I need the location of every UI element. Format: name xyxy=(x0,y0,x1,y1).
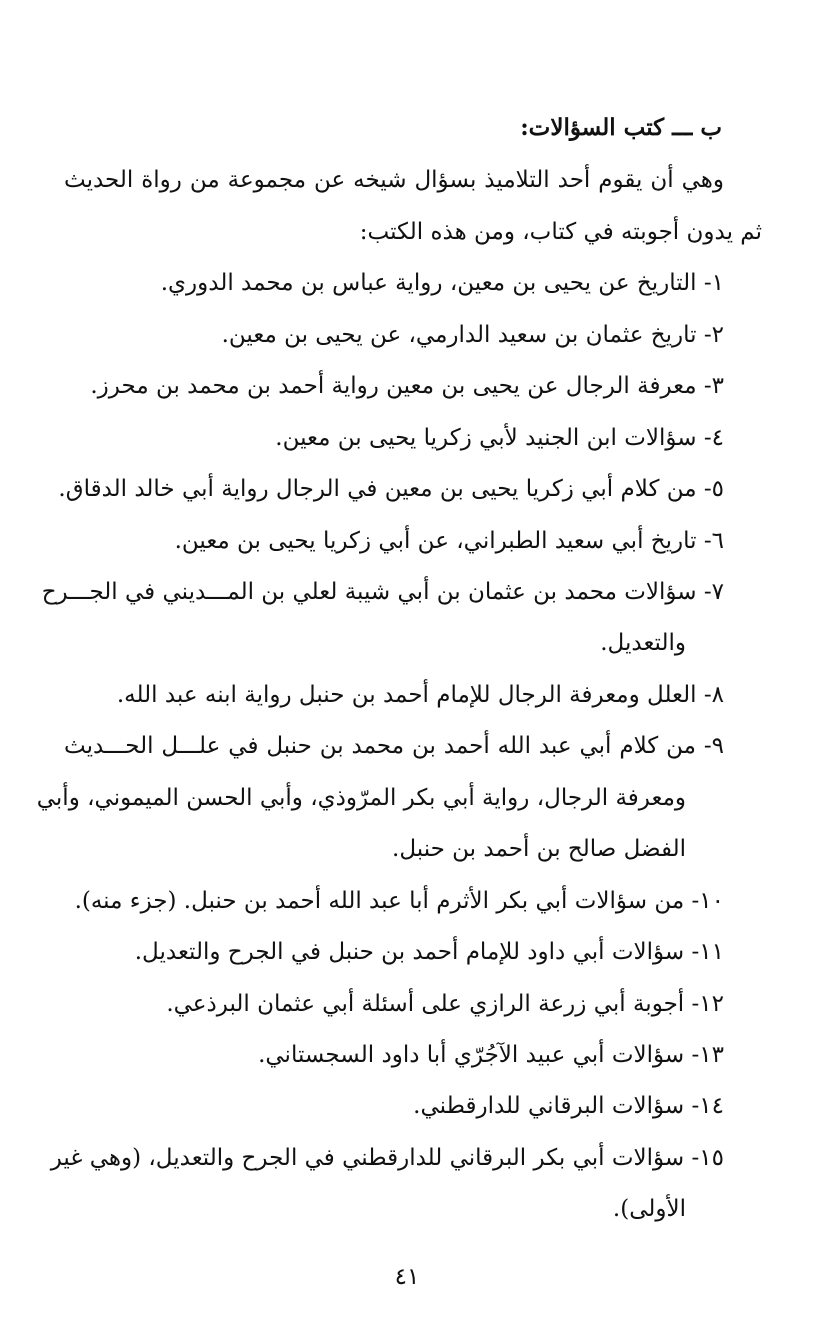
list-item-6: ٦- تاريخ أبي سعيد الطبراني، عن أبي زكريا يحيى بن معين. xyxy=(174,528,724,554)
list-item-12: ١٢- أجوبة أبي زرعة الرازي على أسئلة أبي عثمان البرذعي. xyxy=(166,991,724,1017)
list-item-8: ٨- العلل ومعرفة الرجال للإمام أحمد بن حنبل رواية ابنه عبد الله. xyxy=(116,682,724,708)
list-item-11: ١١- سؤالات أبي داود للإمام أحمد بن حنبل في الجرح والتعديل. xyxy=(134,939,724,965)
list-item-9-line-2: ومعرفة الرجال، رواية أبي بكر المرّوذي، وأبي الحسن الميموني، وأبي xyxy=(36,785,686,811)
list-item-9-line-1: ٩- من كلام أبي عبد الله أحمد بن محمد بن حنبل في علـــل الحـــديث xyxy=(64,733,724,759)
list-item-14: ١٤- سؤالات البرقاني للدارقطني. xyxy=(413,1093,724,1119)
list-item-4: ٤- سؤالات ابن الجنيد لأبي زكريا يحيى بن معين. xyxy=(275,425,724,451)
list-item-7-line-2: والتعديل. xyxy=(600,630,686,656)
list-item-13: ١٣- سؤالات أبي عبيد الآجُرّي أبا داود السجستاني. xyxy=(258,1042,724,1068)
intro-line-2: ثم يدون أجوبته في كتاب، ومن هذه الكتب: xyxy=(359,219,762,245)
list-item-15-line-1: ١٥- سؤالات أبي بكر البرقاني للدارقطني في الجرح والتعديل، (وهي غير xyxy=(50,1145,724,1171)
intro-line-1: وهي أن يقوم أحد التلاميذ بسؤال شيخه عن مجموعة من رواة الحديث xyxy=(64,167,724,193)
list-item-7-line-1: ٧- سؤالات محمد بن عثمان بن أبي شيبة لعلي بن المـــديني في الجـــرح xyxy=(41,579,724,605)
list-item-2: ٢- تاريخ عثمان بن سعيد الدارمي، عن يحيى بن معين. xyxy=(221,322,724,348)
list-item-5: ٥- من كلام أبي زكريا يحيى بن معين في الرجال رواية أبي خالد الدقاق. xyxy=(58,476,724,502)
list-item-9-line-3: الفضل صالح بن أحمد بن حنبل. xyxy=(392,836,686,862)
list-item-3: ٣- معرفة الرجال عن يحيى بن معين رواية أحمد بن محمد بن محرز. xyxy=(90,373,724,399)
list-item-1: ١- التاريخ عن يحيى بن معين، رواية عباس بن محمد الدوري. xyxy=(160,270,724,296)
page-number: ٤١ xyxy=(394,1264,420,1290)
section-heading: ب ـــ كتب السؤالات: xyxy=(520,114,722,141)
list-item-10: ١٠- من سؤالات أبي بكر الأثرم أبا عبد الله أحمد بن حنبل. (جزء منه). xyxy=(74,888,724,914)
list-item-15-line-2: الأولى). xyxy=(612,1196,686,1222)
